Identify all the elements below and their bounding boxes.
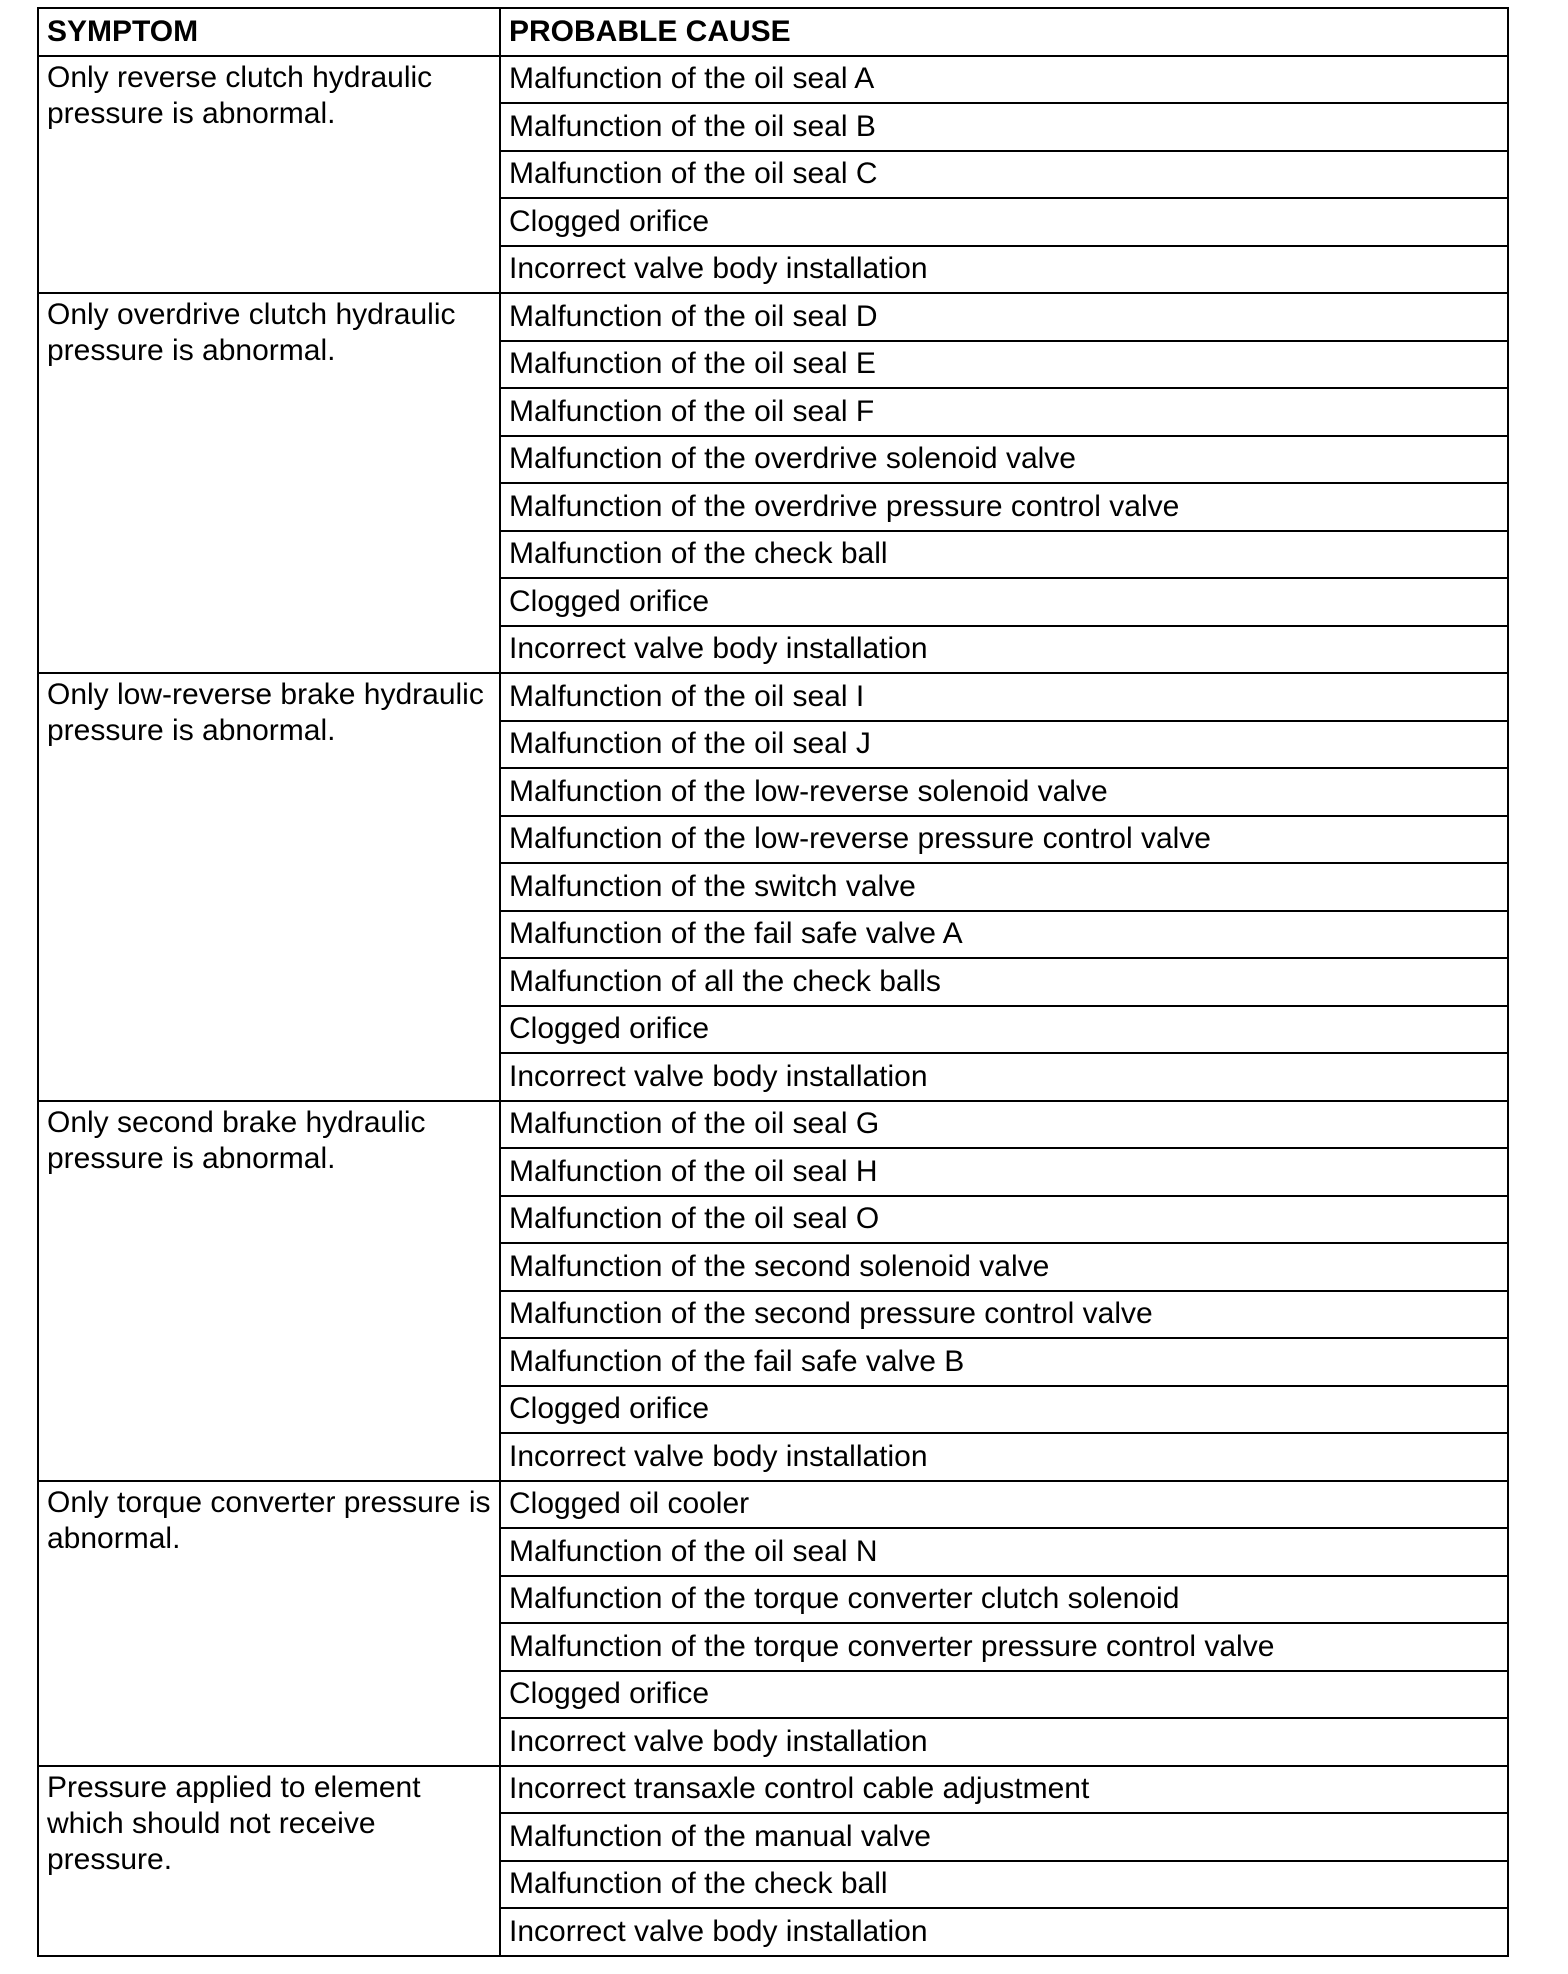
symptom-cell: Only overdrive clutch hydraulic pressure is abnormal. — [38, 293, 500, 673]
table-body — [38, 56, 1508, 1956]
header-row — [38, 8, 1508, 56]
cause-cell: Clogged orifice — [500, 578, 1508, 626]
cause-cell: Malfunction of the oil seal E — [500, 341, 1508, 389]
cause-cell: Malfunction of the fail safe valve A — [500, 911, 1508, 959]
cause-cell: Malfunction of the check ball — [500, 531, 1508, 579]
cause-cell: Incorrect valve body installation — [500, 246, 1508, 294]
troubleshooting-table — [37, 7, 1509, 1957]
cause-cell: Malfunction of the check ball — [500, 1861, 1508, 1909]
cause-cell: Malfunction of the oil seal I — [500, 673, 1508, 721]
cause-cell: Malfunction of the oil seal C — [500, 151, 1508, 199]
cause-cell: Clogged orifice — [500, 1671, 1508, 1719]
cause-cell: Incorrect valve body installation — [500, 1053, 1508, 1101]
table-row — [38, 673, 1508, 721]
cause-cell: Malfunction of the oil seal J — [500, 721, 1508, 769]
cause-cell: Incorrect valve body installation — [500, 626, 1508, 674]
cause-cell: Incorrect transaxle control cable adjustment — [500, 1766, 1508, 1814]
symptom-cell: Only second brake hydraulic pressure is abnormal. — [38, 1101, 500, 1481]
table-row — [38, 56, 1508, 104]
cause-cell: Malfunction of the second pressure control valve — [500, 1291, 1508, 1339]
cause-cell: Malfunction of the oil seal A — [500, 56, 1508, 104]
cause-cell: Clogged orifice — [500, 1006, 1508, 1054]
cause-cell: Incorrect valve body installation — [500, 1718, 1508, 1766]
table-row — [38, 293, 1508, 341]
cause-cell: Clogged orifice — [500, 198, 1508, 246]
cause-cell: Malfunction of the oil seal G — [500, 1101, 1508, 1149]
cause-cell: Malfunction of the fail safe valve B — [500, 1338, 1508, 1386]
cause-cell: Malfunction of the switch valve — [500, 863, 1508, 911]
symptom-cell: Only reverse clutch hydraulic pressure is abnormal. — [38, 56, 500, 294]
cause-cell: Malfunction of the low-reverse solenoid valve — [500, 768, 1508, 816]
cause-cell: Malfunction of the oil seal B — [500, 103, 1508, 151]
cause-cell: Malfunction of the torque converter pressure control valve — [500, 1623, 1508, 1671]
cause-cell: Malfunction of the overdrive pressure control valve — [500, 483, 1508, 531]
cause-cell: Clogged oil cooler — [500, 1481, 1508, 1529]
cause-cell: Malfunction of the torque converter clutch solenoid — [500, 1576, 1508, 1624]
table-row — [38, 1101, 1508, 1149]
symptom-cell: Pressure applied to element which should not receive pressure. — [38, 1766, 500, 1956]
cause-cell: Malfunction of the second solenoid valve — [500, 1243, 1508, 1291]
symptom-cell: Only low-reverse brake hydraulic pressure is abnormal. — [38, 673, 500, 1101]
cause-cell: Malfunction of the oil seal F — [500, 388, 1508, 436]
cause-cell: Malfunction of the manual valve — [500, 1813, 1508, 1861]
cause-header: PROBABLE CAUSE — [500, 8, 1508, 56]
cause-cell: Malfunction of the oil seal D — [500, 293, 1508, 341]
cause-cell: Clogged orifice — [500, 1386, 1508, 1434]
cause-cell: Incorrect valve body installation — [500, 1908, 1508, 1956]
cause-cell: Incorrect valve body installation — [500, 1433, 1508, 1481]
symptom-header: SYMPTOM — [38, 8, 500, 56]
table-row — [38, 1766, 1508, 1814]
cause-cell: Malfunction of all the check balls — [500, 958, 1508, 1006]
cause-cell: Malfunction of the oil seal H — [500, 1148, 1508, 1196]
cause-cell: Malfunction of the oil seal N — [500, 1528, 1508, 1576]
cause-cell: Malfunction of the overdrive solenoid valve — [500, 436, 1508, 484]
symptom-cell: Only torque converter pressure is abnormal. — [38, 1481, 500, 1766]
table-row — [38, 1481, 1508, 1529]
cause-cell: Malfunction of the oil seal O — [500, 1196, 1508, 1244]
cause-cell: Malfunction of the low-reverse pressure control valve — [500, 816, 1508, 864]
